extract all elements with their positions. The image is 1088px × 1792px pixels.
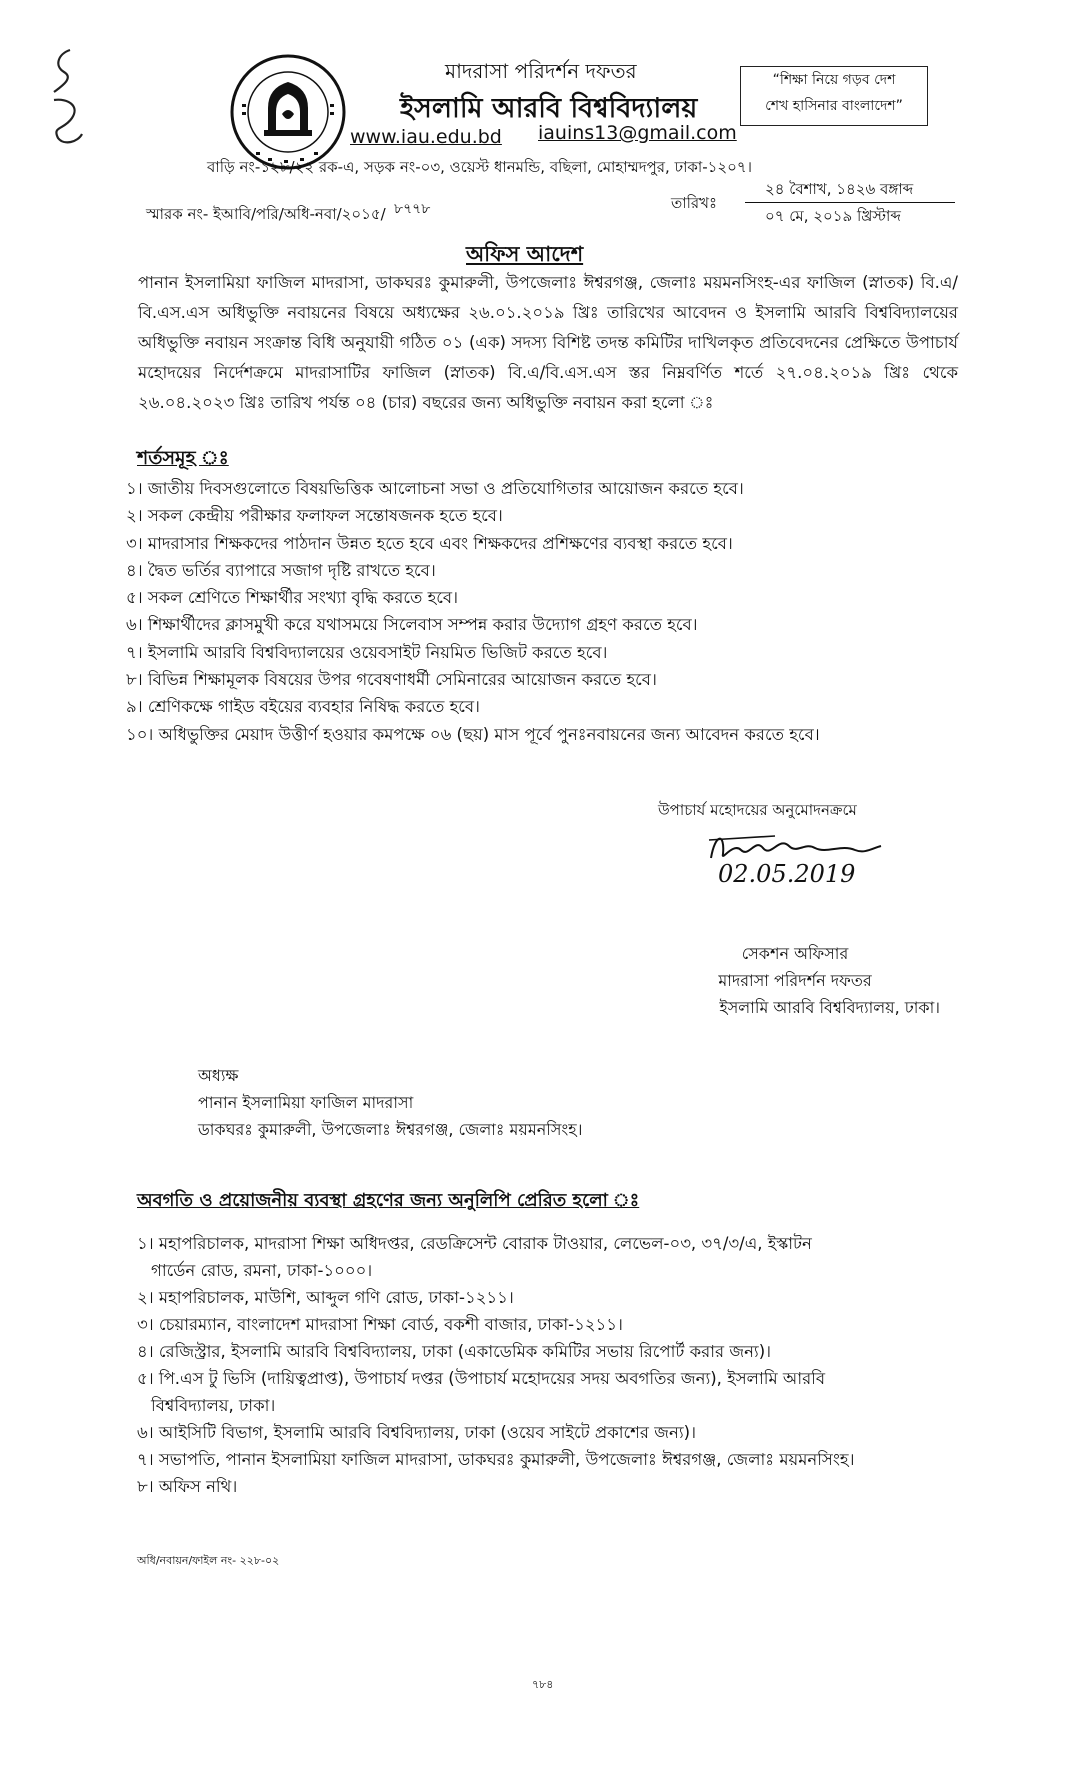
conditions-heading: শর্তসমূহ ঃ bbox=[137, 447, 229, 469]
list-item: ১। জাতীয় দিবসগুলোতে বিষয়ভিত্তিক আলোচনা সভা ও প্রতিযোগিতার আয়োজন করতে হবে। bbox=[126, 479, 744, 498]
date-label: তারিখঃ bbox=[671, 194, 717, 212]
list-item: ৭। ইসলামি আরবি বিশ্ববিদ্যালয়ের ওয়েবসাইট নিয়মিত ভিজিট করতে হবে। bbox=[126, 642, 608, 662]
list-item: ২। সকল কেন্দ্রীয় পরীক্ষার ফলাফল সন্তোষজনক হতে হবে। bbox=[126, 506, 503, 526]
addressee-institution: পানান ইসলামিয়া ফাজিল মাদরাসা bbox=[198, 1093, 414, 1112]
copies-heading: অবগতি ও প্রয়োজনীয় ব্যবস্থা গ্রহণের জন্য অনুলিপি প্রেরিত হলো ঃ bbox=[137, 1190, 640, 1211]
list-item-line: ৫। পি.এস টু ভিসি (দায়িত্বপ্রাপ্ত), উপাচার্য দপ্তর (উপাচার্য মহোদয়ের সদয় অবগতির জন্য), ইসলামি আরবি bbox=[137, 1369, 826, 1388]
handwritten-mark-icon bbox=[40, 42, 100, 152]
approval-note: উপাচার্য মহোদয়ের অনুমোদনক্রমে bbox=[658, 801, 857, 819]
reference-number: ৮৭৭৮ bbox=[394, 201, 431, 217]
list-item: ৭। সভাপতি, পানান ইসলামিয়া ফাজিল মাদরাসা, ডাকঘরঃ কুমারুলী, উপজেলাঃ ঈশ্বরগঞ্জ, জেলাঃ ময়মনসিংহ। bbox=[137, 1450, 855, 1469]
list-item: ৬। শিক্ষার্থীদের ক্লাসমুখী করে যথাসময়ে সিলেবাস সম্পন্ন করার উদ্যোগ গ্রহণ করতে হবে। bbox=[126, 615, 698, 635]
addressee-title: অধ্যক্ষ bbox=[198, 1066, 239, 1085]
signature-date: 02.05.2019 bbox=[718, 860, 856, 888]
file-number: অধি/নবায়ন/ফাইল নং- ২২৮-০২ bbox=[137, 1554, 280, 1567]
list-item: ৮। অফিস নথি। bbox=[137, 1477, 238, 1496]
website-link[interactable]: www.iau.edu.bd bbox=[350, 126, 502, 148]
list-item: ৯। শ্রেণিকক্ষে গাইড বইয়ের ব্যবহার নিষিদ্ধ করতে হবে। bbox=[126, 697, 480, 717]
slogan-line-1: “শিক্ষা নিয়ে গড়ব দেশ bbox=[772, 72, 896, 88]
office-address: বাড়ি নং-১২৮/২২ রক-এ, সড়ক নং-০৩, ওয়েস্ট ধানমন্ডি, বছিলা, মোহাম্মদপুর, ঢাকা-১২০৭। bbox=[207, 158, 753, 176]
list-item: ৪। রেজিস্ট্রার, ইসলামি আরবি বিশ্ববিদ্যালয়, ঢাকা (একাডেমিক কমিটির সভায় রিপোর্ট করার জন্য)। bbox=[137, 1342, 772, 1361]
list-item: ৫। সকল শ্রেণিতে শিক্ষার্থীর সংখ্যা বৃদ্ধি করতে হবে। bbox=[126, 588, 458, 608]
signatory-office: মাদরাসা পরিদর্শন দফতর bbox=[718, 971, 872, 990]
document-title: অফিস আদেশ bbox=[466, 242, 584, 266]
date-bangla: ২৪ বৈশাখ, ১৪২৬ বঙ্গাব্দ bbox=[765, 180, 914, 198]
order-body: পানান ইসলামিয়া ফাজিল মাদরাসা, ডাকঘরঃ কুমারুলী, উপজেলাঃ ঈশ্বরগঞ্জ, জেলাঃ ময়মনসিংহ-এর ফাজিল (স্নাতক) বি.এ/বি.এস.এস অধিভুক্তি নবায়নের বিষয়ে অধ্যক্ষের ২৬.০১.২০১৯ খ্রিঃ তারিখের আবেদন ও ইসলামি আরবি বিশ্ববিদ্যালয়ের অধিভুক্তি নবায়ন সংক্রান্ত বিধি অনুযায়ী গঠিত ০১ (এক) সদস্য বিশিষ্ট তদন্ত কমিটির দাখিলকৃত প্রতিবেদনের প্রেক্ষিতে উপাচার্য মহোদয়ের নির্দেশক্রমে মাদরাসাটির ফাজিল (স্নাতক) বি.এ/বি.এস.এস স্তর নিম্নবর্ণিত শর্তে ২৭.০৪.২০১৯ খ্রিঃ থেকে ২৬.০৪.২০২৩ খ্রিঃ তারিখ পর্যন্ত ০৪ (চার) বছরের জন্য অধিভুক্তি নবায়ন করা হলো ঃ bbox=[138, 273, 958, 412]
list-item-line: ১। মহাপরিচালক, মাদরাসা শিক্ষা অধিদপ্তর, রেডক্রিসেন্ট বোরাক টাওয়ার, লেভেল-০৩, ৩৭/৩/এ, ইস্কাটন bbox=[137, 1234, 812, 1253]
university-name: ইসলামি আরবি বিশ্ববিদ্যালয় bbox=[400, 93, 698, 124]
page-number: ৭৮৪ bbox=[532, 1678, 554, 1691]
conditions-list bbox=[126, 475, 966, 748]
university-seal-icon bbox=[228, 52, 348, 172]
date-divider bbox=[745, 202, 955, 203]
list-item bbox=[137, 1230, 977, 1284]
addressee-address: ডাকঘরঃ কুমারুলী, উপজেলাঃ ঈশ্বরগঞ্জ, জেলাঃ ময়মনসিংহ। bbox=[198, 1120, 583, 1139]
signatory-block bbox=[650, 940, 940, 1021]
signatory-designation: সেকশন অফিসার bbox=[741, 944, 849, 963]
reference-label: স্মারক নং- ইআবি/পরি/অধি-নবা/২০১৫/ bbox=[146, 205, 386, 223]
list-item-continuation: গার্ডেন রোড, রমনা, ঢাকা-১০০০। bbox=[151, 1261, 373, 1280]
list-item-continuation: বিশ্ববিদ্যালয়, ঢাকা। bbox=[151, 1396, 276, 1415]
office-name: মাদরাসা পরিদর্শন দফতর bbox=[445, 59, 637, 83]
copies-list bbox=[137, 1230, 977, 1500]
list-item: ৩। চেয়ারম্যান, বাংলাদেশ মাদরাসা শিক্ষা বোর্ড, বকশী বাজার, ঢাকা-১২১১। bbox=[137, 1315, 623, 1334]
addressee-block bbox=[198, 1062, 582, 1143]
list-item: ৬। আইসিটি বিভাগ, ইসলামি আরবি বিশ্ববিদ্যালয়, ঢাকা (ওয়েব সাইটে প্রকাশের জন্য)। bbox=[137, 1423, 696, 1442]
list-item: ৪। দ্বৈত ভর্তির ব্যাপারে সজাগ দৃষ্টি রাখতে হবে। bbox=[126, 560, 436, 580]
date-english: ০৭ মে, ২০১৯ খ্রিস্টাব্দ bbox=[765, 207, 901, 225]
signatory-university: ইসলামি আরবি বিশ্ববিদ্যালয়, ঢাকা। bbox=[719, 998, 940, 1017]
list-item: ২। মহাপরিচালক, মাউশি, আব্দুল গণি রোড, ঢাকা-১২১১। bbox=[137, 1288, 514, 1307]
date-block bbox=[745, 178, 955, 227]
slogan-box bbox=[740, 66, 928, 126]
list-item: ১০। অধিভুক্তির মেয়াদ উত্তীর্ণ হওয়ার কমপক্ষে ০৬ (ছয়) মাস পূর্বে পুনঃনবায়নের জন্য আবেদন করতে হবে। bbox=[126, 724, 820, 744]
list-item: ৮। বিভিন্ন শিক্ষামূলক বিষয়ের উপর গবেষণাধর্মী সেমিনারের আয়োজন করতে হবে। bbox=[126, 670, 657, 690]
list-item: ৩। মাদরাসার শিক্ষকদের পাঠদান উন্নত হতে হবে এবং শিক্ষকদের প্রশিক্ষণের ব্যবস্থা করতে হবে। bbox=[126, 533, 733, 553]
email-link[interactable]: iauins13@gmail.com bbox=[538, 122, 737, 144]
slogan-line-2: শেখ হাসিনার বাংলাদেশ” bbox=[765, 98, 903, 114]
list-item bbox=[137, 1365, 977, 1419]
